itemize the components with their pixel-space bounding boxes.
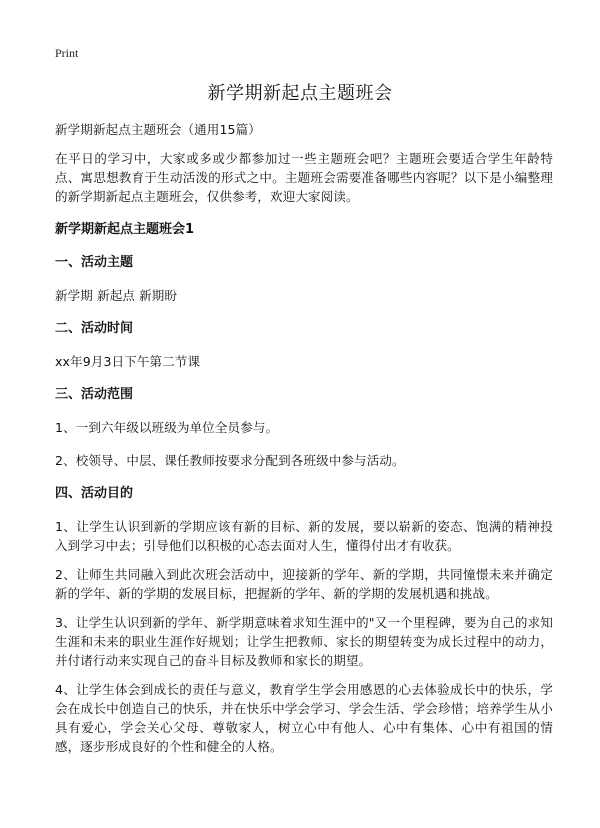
page-title: 新学期新起点主题班会	[207, 83, 393, 104]
goal-item: 1、让学生认识到新的学期应该有新的目标、新的发展，要以崭新的姿态、饱满的精神投入到学习中去；引导他们以积极的心态去面对人生，懂得付出才有收获。	[55, 519, 553, 553]
time-heading: 二、活动时间	[55, 321, 134, 336]
goal-item: 2、让师生共同融入到此次班会活动中，迎接新的学年、新的学期，共同憧憬未来并确定新的学年、新的学期的发展目标，把握新的学年、新的学期的发展机遇和挑战。	[55, 567, 553, 601]
theme-text: 新学期 新起点 新期盼	[55, 288, 178, 303]
print-link[interactable]: Print	[55, 46, 79, 60]
scope-item: 2、校领导、中层、课任教师按要求分配到各班级中参与活动。	[55, 453, 405, 468]
scope-heading: 三、活动范围	[55, 387, 134, 402]
intro-paragraph: 在平日的学习中，大家或多或少都参加过一些主题班会吧？主题班会要适合学生年龄特点、寓思想教育于生动活泼的形式之中。主题班会需要准备哪些内容呢？以下是小编整理的新学期新起点主题班会，仅供参考，欢迎大家阅读。	[55, 151, 553, 204]
scope-item: 1、一到六年级以班级为单位全员参与。	[55, 420, 279, 435]
goal-heading: 四、活动目的	[55, 486, 134, 501]
document-subtitle: 新学期新起点主题班会（通用15篇）	[55, 122, 261, 137]
goal-item: 4、让学生体会到成长的责任与意义，教育学生学会用感恩的心去体验成长中的快乐，学会在成长中创造自己的快乐，并在快乐中学会学习、学会生活、学会珍惜；培养学生从小具有爱心，学会关心父母、尊敬家人，树立心中有他人、心中有集体、心中有祖国的情感，逐步形成良好的个性和健全的人格。	[55, 682, 553, 754]
time-text: xx年9月3日下午第二节课	[55, 354, 201, 369]
goal-item: 3、让学生认识到新的学年、新学期意味着求知生涯中的"又一个里程碑，要为自己的求知生涯和未来的职业生涯作好规划；让学生把教师、家长的期望转变为成长过程中的动力，并付诸行动来实现自己的奋斗目标及教师和家长的期望。	[55, 615, 553, 668]
theme-heading: 一、活动主题	[55, 255, 134, 270]
section-heading: 新学期新起点主题班会1	[55, 222, 195, 237]
document-body	[55, 120, 553, 756]
